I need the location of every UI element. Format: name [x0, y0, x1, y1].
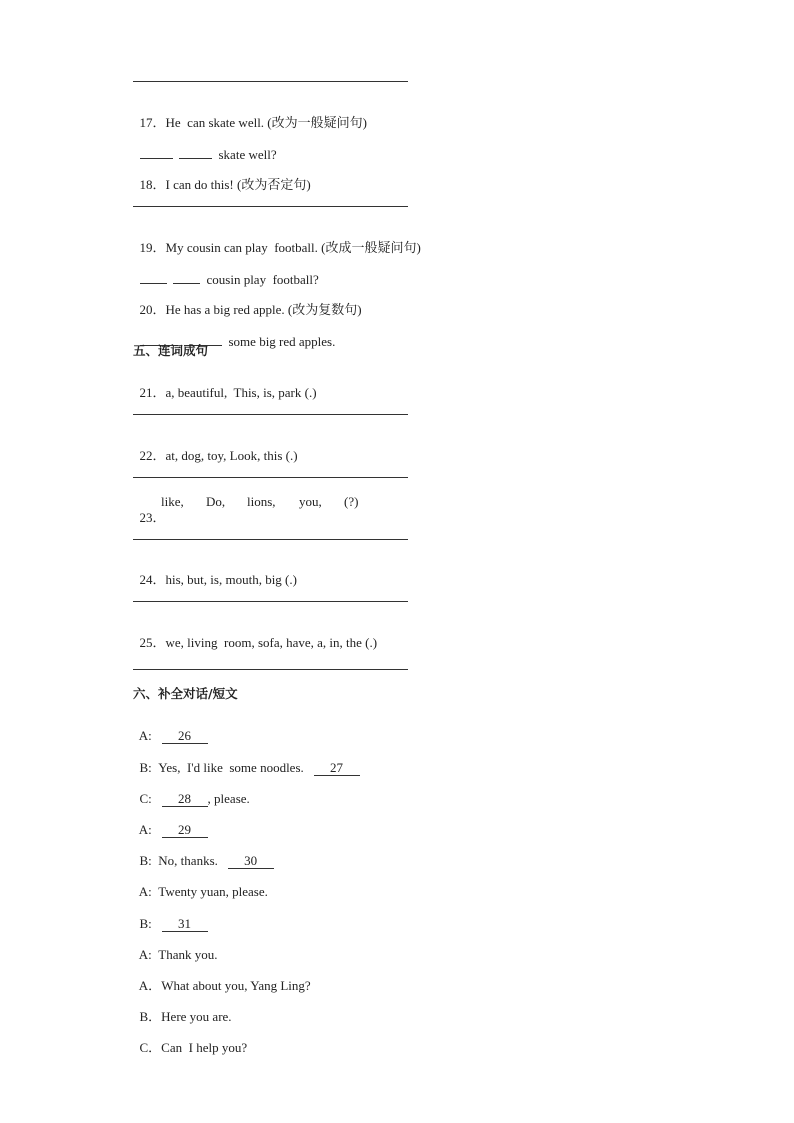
question-text: a, beautiful, This, is, park (.) [165, 385, 317, 400]
question-text: My cousin can play football. (改成一般疑问句) [165, 240, 421, 255]
dialogue-text: Yes, I'd like some noodles. [158, 760, 304, 775]
answer-blank[interactable]: 27 [314, 761, 360, 776]
dialogue-line [133, 775, 250, 807]
question-number: 22． [139, 448, 166, 463]
dialogue-line [133, 900, 208, 932]
question-text: He can skate well. (改为一般疑问句) [165, 115, 367, 130]
dialogue-text: , please. [207, 791, 250, 806]
speaker: B: [139, 853, 152, 868]
answer-line[interactable] [133, 414, 408, 415]
dialogue-line [133, 712, 208, 744]
speaker: B: [139, 760, 152, 775]
word: you, [299, 494, 322, 509]
question-number: 23． [139, 510, 166, 525]
answer-blank[interactable] [179, 146, 212, 159]
word: Do, [206, 494, 226, 509]
section-title: 六、补全对话/短文 [133, 686, 238, 701]
question-25 [133, 619, 377, 651]
answer-line[interactable] [133, 669, 408, 670]
speaker: A: [138, 822, 152, 837]
answer-blank[interactable] [140, 146, 173, 159]
option-text: What about you, Yang Ling? [161, 978, 311, 993]
word: lions, [247, 494, 276, 509]
dialogue-line [133, 837, 274, 869]
option-label: A． [138, 978, 162, 993]
question-number: 19． [139, 240, 166, 255]
question-number: 24． [139, 572, 166, 587]
section-title: 五、连词成句 [133, 343, 209, 358]
answer-blank[interactable]: 31 [162, 917, 208, 932]
answer-blank[interactable]: 26 [162, 729, 208, 744]
dialogue-line [133, 744, 360, 776]
answer-17 [133, 130, 277, 163]
speaker: A: [138, 947, 152, 962]
question-number: 20． [139, 302, 166, 317]
speaker: A: [138, 884, 152, 899]
speaker: C: [139, 791, 152, 806]
option-label: B． [139, 1009, 162, 1024]
answer-line[interactable] [133, 601, 408, 602]
question-text: He has a big red apple. (改为复数句) [165, 302, 362, 317]
option-c [133, 1024, 247, 1056]
speaker: A: [138, 728, 152, 743]
question-24 [133, 556, 297, 588]
answer-line[interactable] [133, 539, 408, 540]
answer-19 [133, 255, 319, 288]
dialogue-line [133, 931, 218, 963]
answer-line [133, 81, 408, 82]
answer-blank[interactable] [173, 271, 200, 284]
question-17 [133, 99, 367, 131]
dialogue-line [133, 806, 208, 838]
answer-blank[interactable]: 28 [162, 792, 208, 807]
answer-line[interactable] [133, 206, 408, 207]
option-label: C． [139, 1040, 162, 1055]
question-text: I can do this! (改为否定句) [165, 177, 311, 192]
question-22 [133, 432, 298, 464]
question-21 [133, 369, 317, 401]
answer-tail: skate well? [218, 147, 277, 162]
option-text: Can I help you? [161, 1040, 248, 1055]
speaker: B: [139, 916, 152, 931]
dialogue-text: Twenty yuan, please. [158, 884, 268, 899]
answer-blank[interactable]: 30 [228, 854, 274, 869]
answer-line[interactable] [133, 477, 408, 478]
question-text: his, but, is, mouth, big (.) [165, 572, 297, 587]
option-b [133, 993, 232, 1025]
word: like, [161, 494, 184, 509]
answer-blank[interactable]: 29 [162, 823, 208, 838]
question-19 [133, 224, 421, 256]
dialogue-line [133, 868, 268, 900]
question-number: 25． [139, 635, 166, 650]
word: (?) [344, 494, 359, 509]
option-text: Here you are. [161, 1009, 232, 1024]
dialogue-text: No, thanks. [158, 853, 218, 868]
question-number: 18． [139, 177, 166, 192]
answer-tail: cousin play football? [206, 272, 319, 287]
question-text: we, living room, sofa, have, a, in, the (.) [165, 635, 378, 650]
question-text: at, dog, toy, Look, this (.) [165, 448, 298, 463]
answer-blank[interactable] [140, 271, 167, 284]
question-number: 17． [139, 115, 166, 130]
question-number: 21． [139, 385, 166, 400]
option-a [133, 962, 311, 994]
question-18 [133, 161, 311, 193]
question-20 [133, 286, 362, 318]
answer-tail: some big red apples. [228, 334, 336, 349]
dialogue-text: Thank you. [158, 947, 218, 962]
